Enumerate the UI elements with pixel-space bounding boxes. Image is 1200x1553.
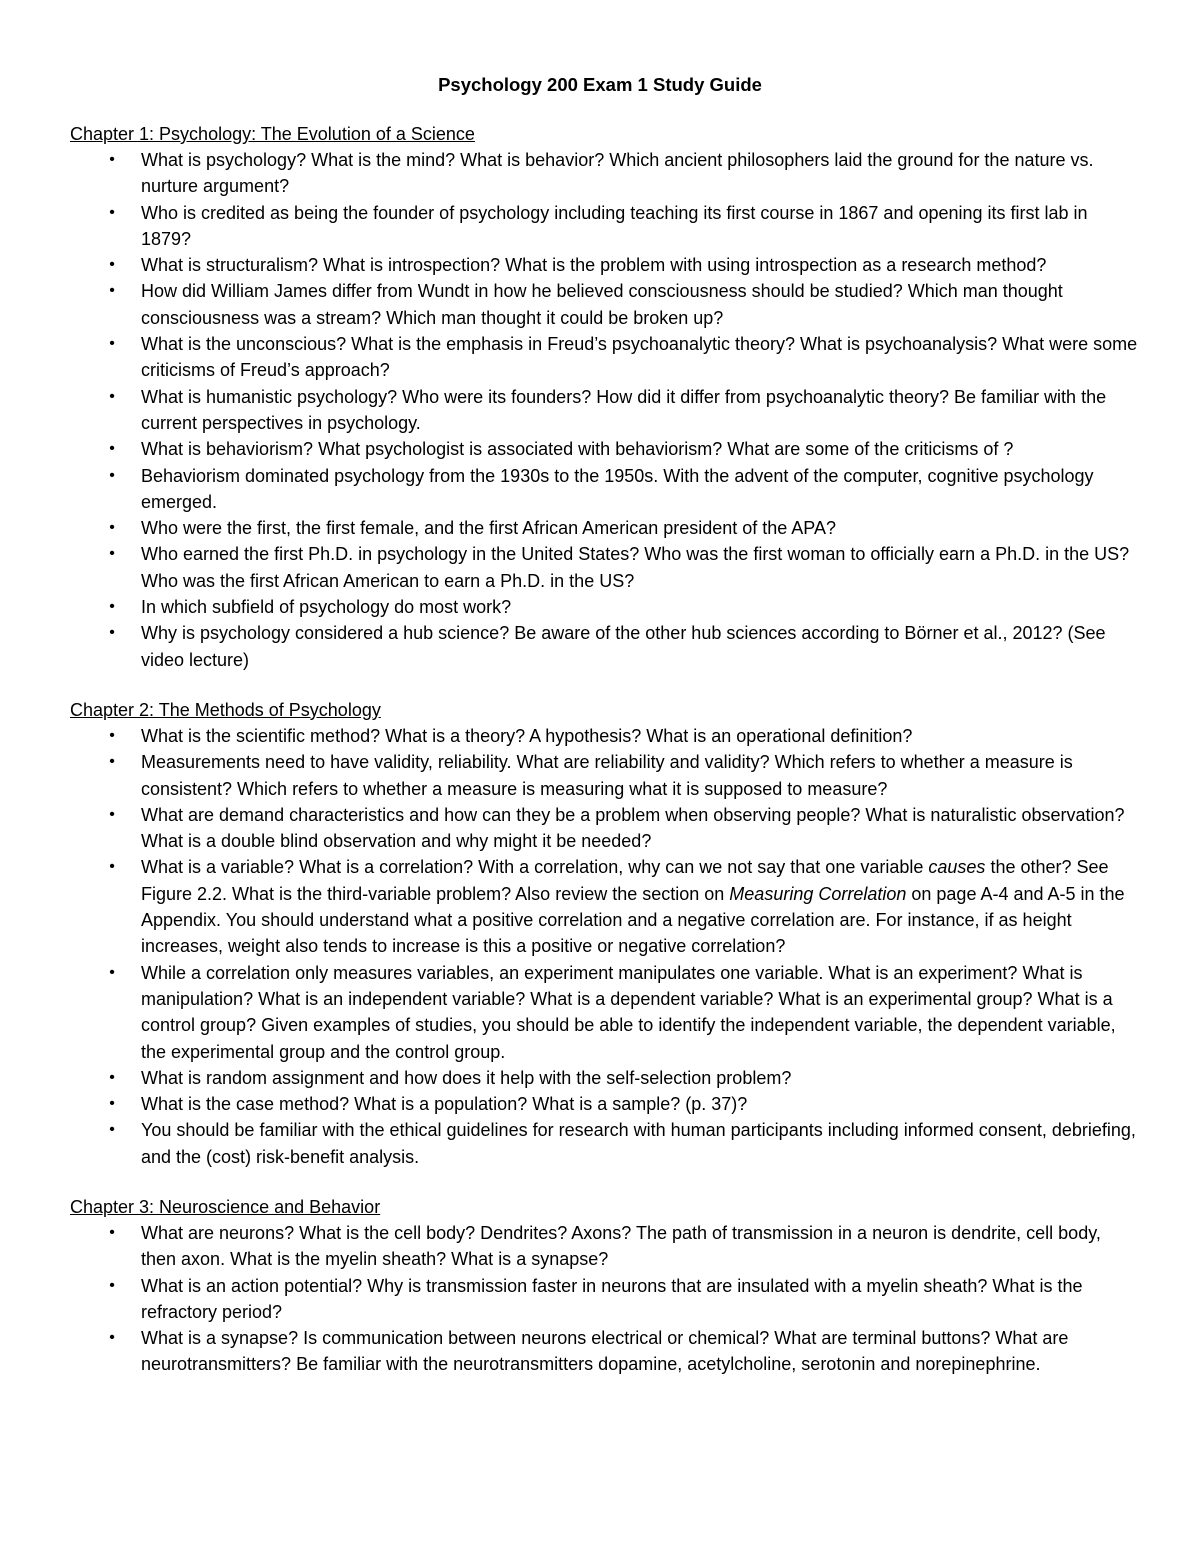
- chapter-section: [70, 1194, 1140, 1378]
- list-item: [70, 1273, 1140, 1326]
- chapter-section: [70, 121, 1140, 673]
- bullet-icon: •: [109, 1095, 115, 1113]
- list-item: [70, 1065, 1140, 1091]
- bullet-icon: •: [109, 858, 115, 876]
- list-item-text: Why is psychology considered a hub science? Be aware of the other hub sciences according to Börner et al., 2012? (See video lecture): [141, 623, 1106, 670]
- list-item-text: While a correlation only measures variables, an experiment manipulates one variable. What is an experiment? What is manipulation? What is an independent variable? What is a dependent variable? What is an experimental group? What is a control group? Given examples of studies, you should be able to identify the independent variable, the dependent variable, the experimental group and the control group.: [141, 962, 1116, 1062]
- list-item-text: What is the case method? What is a population? What is a sample? (p. 37)?: [141, 1094, 748, 1115]
- list-item-text: What are demand characteristics and how can they be a problem when observing people? What is naturalistic observation? What is a double blind observation and why might it be needed?: [141, 804, 1125, 852]
- bullet-icon: •: [109, 151, 115, 168]
- list-item: [70, 594, 1140, 620]
- bullet-icon: •: [109, 387, 115, 405]
- list-item: [70, 1220, 1140, 1273]
- chapter-heading: Chapter 1: Psychology: The Evolution of a Science: [70, 124, 475, 144]
- list-item: [70, 1325, 1140, 1378]
- emphasized-text: causes: [928, 857, 986, 878]
- list-item-text: What is an action potential? Why is transmission faster in neurons that are insulated with a myelin sheath? What is the refractory period?: [141, 1275, 1083, 1322]
- list-item-text: [141, 857, 1125, 956]
- list-item: [70, 1117, 1140, 1170]
- list-item-text: In which subfield of psychology do most work?: [141, 597, 512, 618]
- list-item: [70, 960, 1140, 1065]
- bullet-icon: •: [109, 1068, 115, 1086]
- list-item: [70, 802, 1140, 855]
- question-list: [70, 723, 1140, 1170]
- bullet-icon: •: [109, 466, 115, 484]
- list-item-text: What is the scientific method? What is a theory? A hypothesis? What is an operational definition?: [141, 725, 913, 746]
- list-item: [70, 331, 1140, 384]
- bullet-icon: •: [109, 805, 115, 823]
- text-run: on page A-4 and A-5 in the Appendix. You should understand what a positive correlation and a negative correlation are. For instance, if as height increases, weight also tends to increase is this a positive or negative correlation?: [141, 883, 1125, 957]
- list-item: [70, 620, 1140, 673]
- bullet-icon: •: [109, 1276, 115, 1294]
- list-item-text: Behaviorism dominated psychology from the 1930s to the 1950s. With the advent of the computer, cognitive psychology emerged.: [141, 465, 1094, 512]
- bullet-icon: •: [109, 203, 115, 221]
- bullet-icon: •: [109, 545, 115, 563]
- chapter-heading: Chapter 3: Neuroscience and Behavior: [70, 1196, 381, 1217]
- list-item-text: What is humanistic psychology? Who were its founders? How did it differ from psychoanalytic theory? Be familiar with the current perspectives in psychology.: [141, 386, 1107, 433]
- list-item-text: Who is credited as being the founder of psychology including teaching its first course in 1867 and opening its first lab in 1879?: [141, 202, 1088, 249]
- bullet-icon: •: [109, 519, 115, 537]
- list-item-text: What is the unconscious? What is the emphasis in Freud’s psychoanalytic theory? What is psychoanalysis? What were some criticisms of Freud’s approach?: [141, 334, 1138, 381]
- list-item-text: What is random assignment and how does it help with the self-selection problem?: [141, 1067, 792, 1088]
- chapter-section: [70, 697, 1140, 1170]
- list-item-text: You should be familiar with the ethical guidelines for research with human participants including informed consent, debriefing, and the (cost) risk-benefit analysis.: [141, 1120, 1136, 1167]
- list-item: [70, 515, 1140, 541]
- page-title: Psychology 200 Exam 1 Study Guide: [438, 74, 762, 95]
- bullet-icon: •: [109, 726, 115, 744]
- list-item: [70, 384, 1140, 437]
- list-item: [70, 147, 1140, 200]
- list-item: [70, 252, 1140, 278]
- list-item: [70, 749, 1140, 802]
- list-item: [70, 463, 1140, 516]
- list-item: [70, 200, 1140, 253]
- bullet-icon: •: [109, 624, 115, 642]
- bullet-icon: •: [109, 256, 115, 274]
- question-list: [70, 147, 1140, 673]
- list-item: [70, 278, 1140, 331]
- sections-container: [70, 121, 1140, 1402]
- bullet-icon: •: [109, 440, 115, 458]
- bullet-icon: •: [109, 1223, 115, 1241]
- bullet-icon: •: [109, 753, 115, 771]
- chapter-heading: Chapter 2: The Methods of Psychology: [70, 699, 381, 720]
- text-run: What is a variable? What is a correlation? With a correlation, why can we not say that one variable: [141, 857, 929, 878]
- list-item-text: What is psychology? What is the mind? What is behavior? Which ancient philosophers laid the ground for the nature vs. nurture argument?: [141, 150, 1094, 197]
- list-item-text: Who were the first, the first female, and the first African American president of the APA?: [141, 518, 836, 539]
- list-item: [70, 1091, 1140, 1117]
- bullet-icon: •: [109, 598, 115, 616]
- list-item-text: How did William James differ from Wundt in how he believed consciousness should be studied? Which man thought consciousness was a stream? Which man thought it could be broken up?: [141, 281, 1063, 328]
- emphasized-text: Measuring Correlation: [729, 883, 907, 904]
- list-item: [70, 436, 1140, 462]
- list-item: [70, 541, 1140, 594]
- list-item-text: Measurements need to have validity, reliability. What are reliability and validity? Which refers to whether a measure is consistent? Which refers to whether a measure is measuring what it is supposed to measure?: [141, 752, 1073, 799]
- text-run: the other? See Figure 2.2. What is the third-variable problem? Also review the section on: [141, 857, 1109, 904]
- list-item-text: What is a synapse? Is communication between neurons electrical or chemical? What are terminal buttons? What are neurotransmitters? Be familiar with the neurotransmitters dopamine, acetylcholine, serotonin and norepinephrine.: [141, 1328, 1069, 1375]
- bullet-icon: •: [109, 282, 115, 300]
- bullet-icon: •: [109, 1121, 115, 1139]
- question-list: [70, 1220, 1140, 1378]
- bullet-icon: •: [109, 1329, 115, 1347]
- list-item-text: What is behaviorism? What psychologist is associated with behaviorism? What are some of the criticisms of ?: [141, 439, 1014, 460]
- list-item-text: What are neurons? What is the cell body? Dendrites? Axons? The path of transmission in a neuron is dendrite, cell body, then axon. What is the myelin sheath? What is a synapse?: [141, 1222, 1101, 1270]
- list-item: [70, 854, 1140, 959]
- list-item-text: Who earned the first Ph.D. in psychology in the United States? Who was the first woman to officially earn a Ph.D. in the US? Who was the first African American to earn a Ph.D. in the US?: [141, 544, 1130, 591]
- bullet-icon: •: [109, 963, 115, 981]
- list-item-text: What is structuralism? What is introspection? What is the problem with using introspection as a research method?: [141, 255, 1047, 276]
- list-item: [70, 723, 1140, 749]
- bullet-icon: •: [109, 335, 115, 353]
